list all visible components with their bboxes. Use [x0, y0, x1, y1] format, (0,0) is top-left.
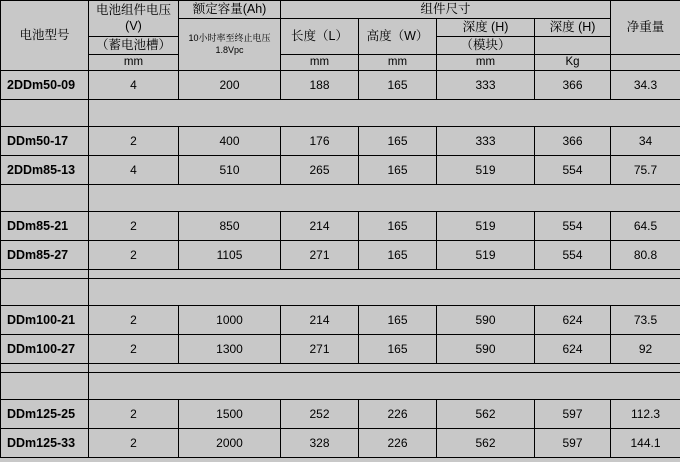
- cell-voltage: 2: [89, 241, 179, 270]
- header-length: 长度（L）: [281, 18, 359, 54]
- cell-height: 165: [359, 335, 437, 364]
- cell-capacity: 850: [179, 212, 281, 241]
- cell-depth-module: 597: [535, 400, 611, 429]
- spacer-cell: [1, 270, 89, 279]
- cell-capacity: 200: [179, 71, 281, 100]
- cell-depth-module: 366: [535, 71, 611, 100]
- header-depth-module: 深度 (H): [535, 18, 611, 36]
- header-depth-cell-unit: mm: [359, 54, 437, 71]
- table-row: [1, 306, 680, 335]
- separator-fill: [89, 279, 680, 306]
- table-row: [1, 400, 680, 429]
- cell-weight: 92: [611, 335, 680, 364]
- cell-depth-cell: 590: [437, 306, 535, 335]
- cell-depth-module: 366: [535, 127, 611, 156]
- cell-height: 165: [359, 212, 437, 241]
- table-body: [1, 71, 680, 458]
- table-row: [1, 127, 680, 156]
- separator-model-cell: [1, 373, 89, 400]
- cell-length: 176: [281, 127, 359, 156]
- separator-fill: [89, 100, 680, 127]
- cell-height: 226: [359, 429, 437, 458]
- cell-depth-cell: 333: [437, 127, 535, 156]
- header-depth-module-unit: mm: [437, 54, 535, 71]
- cell-model: DDm85-27: [1, 241, 89, 270]
- header-module-voltage: [89, 1, 179, 37]
- cell-height: 226: [359, 400, 437, 429]
- cell-weight: 80.8: [611, 241, 680, 270]
- cell-model: DDm125-25: [1, 400, 89, 429]
- header-row-4: [1, 54, 680, 71]
- table-row: [1, 212, 680, 241]
- cell-depth-module: 624: [535, 306, 611, 335]
- header-length-unit: mm: [89, 54, 179, 71]
- cell-voltage: 2: [89, 212, 179, 241]
- spacer-row: [1, 364, 680, 373]
- header-depth-cell: 深度 (H): [437, 18, 535, 36]
- table-row: [1, 71, 680, 100]
- cell-weight: 34: [611, 127, 680, 156]
- table-row: [1, 156, 680, 185]
- header-height-unit: mm: [281, 54, 359, 71]
- cell-weight: 112.3: [611, 400, 680, 429]
- cell-weight: 144.1: [611, 429, 680, 458]
- header-row-1: [1, 1, 680, 19]
- spacer-fill: [89, 364, 680, 373]
- cell-height: 165: [359, 71, 437, 100]
- cell-model: DDm85-21: [1, 212, 89, 241]
- cell-length: 214: [281, 212, 359, 241]
- cell-capacity: 400: [179, 127, 281, 156]
- cell-model: 2DDm50-09: [1, 71, 89, 100]
- spacer-fill: [89, 270, 680, 279]
- header-rated-capacity: 额定容量(Ah): [179, 1, 281, 19]
- cell-depth-cell: 562: [437, 400, 535, 429]
- separator-model-cell: [1, 279, 89, 306]
- cell-model: DDm50-17: [1, 127, 89, 156]
- cell-capacity: 510: [179, 156, 281, 185]
- separator-band: [1, 373, 680, 400]
- table-row: [1, 429, 680, 458]
- table-row: [1, 335, 680, 364]
- cell-capacity: 1000: [179, 306, 281, 335]
- cell-voltage: 2: [89, 400, 179, 429]
- cell-capacity: 1300: [179, 335, 281, 364]
- header-model: 电池型号: [1, 1, 89, 71]
- separator-band: [1, 185, 680, 212]
- cell-weight: 75.7: [611, 156, 680, 185]
- cell-height: 165: [359, 156, 437, 185]
- cell-length: 214: [281, 306, 359, 335]
- cell-model: DDm100-27: [1, 335, 89, 364]
- header-module-size-group: 组件尺寸: [281, 1, 611, 19]
- cell-length: 328: [281, 429, 359, 458]
- cell-depth-cell: 519: [437, 241, 535, 270]
- cell-weight: 73.5: [611, 306, 680, 335]
- cell-capacity: 1105: [179, 241, 281, 270]
- cell-voltage: 4: [89, 156, 179, 185]
- cell-height: 165: [359, 127, 437, 156]
- separator-fill: [89, 373, 680, 400]
- cell-depth-cell: 562: [437, 429, 535, 458]
- cell-depth-module: 554: [535, 241, 611, 270]
- cell-voltage: 2: [89, 306, 179, 335]
- cell-model: DDm100-21: [1, 306, 89, 335]
- cell-height: 165: [359, 241, 437, 270]
- header-depth-module-sub: （模块）: [437, 36, 535, 54]
- separator-model-cell: [1, 100, 89, 127]
- separator-band: [1, 100, 680, 127]
- cell-depth-module: 597: [535, 429, 611, 458]
- cell-depth-module: 624: [535, 335, 611, 364]
- cell-length: 252: [281, 400, 359, 429]
- separator-fill: [89, 185, 680, 212]
- cell-voltage: 2: [89, 335, 179, 364]
- header-net-weight: 净重量: [611, 1, 680, 55]
- table-row: [1, 241, 680, 270]
- cell-voltage: 4: [89, 71, 179, 100]
- spacer-row: [1, 270, 680, 279]
- cell-length: 271: [281, 335, 359, 364]
- header-height: 高度（W）: [359, 18, 437, 54]
- header-module-voltage-unit: (V): [125, 19, 142, 34]
- table-header: [1, 1, 680, 71]
- cell-capacity: 1500: [179, 400, 281, 429]
- cell-voltage: 2: [89, 127, 179, 156]
- cell-weight: 64.5: [611, 212, 680, 241]
- separator-band: [1, 279, 680, 306]
- separator-model-cell: [1, 185, 89, 212]
- cell-weight: 34.3: [611, 71, 680, 100]
- cell-depth-cell: 519: [437, 156, 535, 185]
- cell-depth-cell: 333: [437, 71, 535, 100]
- cell-depth-module: 554: [535, 212, 611, 241]
- header-module-voltage-label: 电池组件电压: [95, 2, 171, 17]
- spacer-cell: [1, 364, 89, 373]
- header-rated-capacity-note: 10小时率至终止电压1.8Vpc: [179, 18, 281, 70]
- cell-height: 165: [359, 306, 437, 335]
- cell-length: 265: [281, 156, 359, 185]
- cell-capacity: 2000: [179, 429, 281, 458]
- cell-voltage: 2: [89, 429, 179, 458]
- cell-length: 188: [281, 71, 359, 100]
- header-net-weight-unit: Kg: [535, 54, 611, 71]
- header-depth-cell-sub: （蓄电池槽）: [89, 36, 179, 54]
- cell-length: 271: [281, 241, 359, 270]
- cell-model: DDm125-33: [1, 429, 89, 458]
- cell-depth-module: 554: [535, 156, 611, 185]
- cell-depth-cell: 590: [437, 335, 535, 364]
- cell-model: 2DDm85-13: [1, 156, 89, 185]
- cell-depth-cell: 519: [437, 212, 535, 241]
